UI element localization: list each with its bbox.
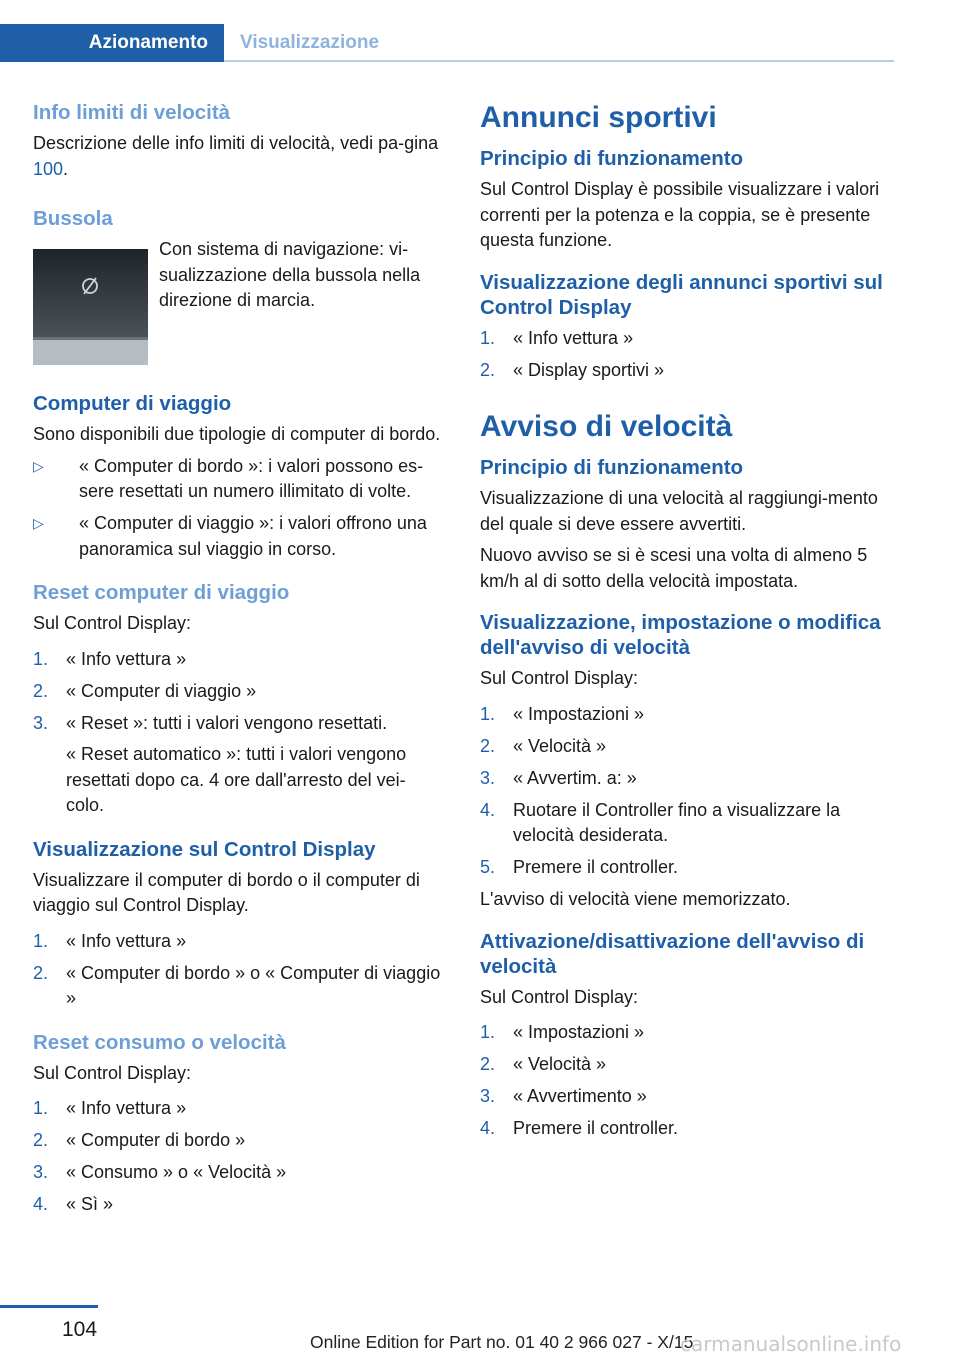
avviso-attivazione-heading: Attivazione/disattivazione dell'avviso di velocità (480, 929, 865, 978)
list-item (33, 647, 443, 673)
step-number: 2. (480, 735, 496, 756)
visualizzazione-cd-steps (33, 929, 443, 1012)
avviso-principio-text-1: Visualizzazione di una velocità al raggiungi-mento del quale si deve essere avvertiti. (480, 488, 878, 534)
list-item (480, 702, 892, 728)
step-text: « Computer di viaggio » (66, 680, 257, 701)
list-item (33, 1160, 443, 1186)
list-item (33, 1192, 443, 1218)
watermark: carmanualsonline.info (680, 1332, 902, 1356)
list-item (480, 734, 892, 760)
list-item (480, 766, 892, 792)
page-link-100[interactable]: 100 (33, 158, 64, 179)
bussola-block (33, 237, 443, 361)
list-item (480, 855, 892, 881)
step-text: « Impostazioni » (513, 703, 645, 724)
step-text: « Display sportivi » (513, 359, 665, 380)
step-number: 1. (480, 1022, 496, 1042)
step-text: « Avvertim. a: » (513, 767, 637, 788)
edition-text: Online Edition for Part no. 01 40 2 966 027 - X/15 (310, 1332, 694, 1352)
computer-viaggio-heading: Computer di viaggio (33, 392, 232, 415)
step-number: 3. (480, 1086, 496, 1106)
reset-computer-intro: Sul Control Display: (33, 613, 192, 633)
list-item (33, 454, 443, 505)
step-subtext: « Reset automatico »: tutti i valori vengono resettati dopo ca. 4 ore dall'arresto del vei-colo. (66, 744, 407, 815)
step-text: Ruotare il Controller fino a visualizzare la velocità desiderata. (513, 799, 841, 845)
right-column (480, 100, 892, 1148)
computer-viaggio-bullets (33, 454, 443, 563)
reset-computer-steps (33, 647, 443, 819)
step-text: « Velocità » (513, 735, 607, 756)
step-number: 1. (33, 1098, 49, 1118)
info-limiti-text-before: Descrizione delle info limiti di velocità, vedi pa-gina (33, 133, 439, 153)
list-item (33, 679, 443, 705)
step-number: 2. (480, 359, 496, 380)
step-text: « Reset »: tutti i valori vengono resettati. (66, 712, 388, 733)
avviso-principio-heading: Principio di funzionamento (480, 456, 744, 479)
step-number: 2. (480, 1054, 496, 1074)
visualizzazione-cd-intro: Visualizzare il computer di bordo o il computer di viaggio sul Control Display. (33, 869, 420, 915)
list-item (480, 1116, 892, 1142)
step-text: « Sì » (66, 1194, 114, 1214)
step-text: « Info vettura » (513, 327, 634, 348)
list-item (33, 1096, 443, 1122)
tab-azionamento[interactable]: Azionamento (0, 24, 224, 62)
avviso-velocita-heading: Avviso di velocità (480, 410, 733, 443)
page-number: 104 (62, 1318, 98, 1341)
annunci-steps (480, 326, 892, 384)
step-text: « Computer di bordo » (66, 1130, 246, 1150)
annunci-sportivi-heading: Annunci sportivi (480, 101, 717, 134)
step-text: « Consumo » o « Velocità » (66, 1162, 287, 1182)
step-number: 4. (480, 799, 496, 820)
left-column (33, 100, 443, 1224)
step-number: 2. (33, 680, 49, 701)
step-text: « Info vettura » (66, 930, 187, 951)
bussola-heading: Bussola (33, 207, 113, 230)
triangle-bullet-icon: ▷ (33, 515, 44, 531)
step-text: « Velocità » (513, 1054, 607, 1074)
step-number: 2. (33, 962, 49, 983)
list-item (33, 711, 443, 819)
avviso-impostazione-heading: Visualizzazione, impostazione o modifica dell'avviso di velocità (480, 611, 881, 659)
step-text: Premere il controller. (513, 857, 679, 877)
step-number: 1. (33, 930, 49, 951)
info-limiti-text-after: . (63, 158, 69, 179)
reset-consumo-intro: Sul Control Display: (33, 1062, 192, 1083)
avviso-attivazione-intro: Sul Control Display: (480, 986, 639, 1007)
info-limiti-text (33, 131, 443, 182)
step-number: 2. (33, 1130, 49, 1150)
step-number: 3. (480, 767, 496, 788)
tab-visualizzazione[interactable]: Visualizzazione (240, 32, 380, 53)
annunci-visualizzazione-heading: Visualizzazione degli annunci sportivi sul Control Display (480, 270, 883, 319)
list-item (480, 1052, 892, 1078)
header-divider (224, 60, 894, 62)
step-text: « Impostazioni » (513, 1022, 645, 1042)
list-item (33, 961, 443, 1012)
list-item (480, 1084, 892, 1110)
info-limiti-heading: Info limiti di velocità (33, 101, 231, 124)
list-item (480, 326, 892, 352)
step-text: « Avvertimento » (513, 1086, 647, 1106)
avviso-principio-text-2: Nuovo avviso se si è scesi una volta di almeno 5 km/h al di sotto della velocità impostata. (480, 545, 868, 591)
step-number: 4. (480, 1118, 496, 1138)
step-text: « Computer di bordo » o « Computer di viaggio » (66, 962, 441, 1008)
step-number: 3. (33, 1162, 49, 1182)
list-item (33, 1128, 443, 1154)
avviso-attivazione-steps (480, 1020, 892, 1142)
avviso-impostazione-steps (480, 702, 892, 881)
step-number: 1. (480, 703, 496, 724)
annunci-principio-heading: Principio di funzionamento (480, 147, 744, 170)
reset-consumo-steps (33, 1096, 443, 1218)
reset-consumo-heading: Reset consumo o velocità (33, 1030, 286, 1054)
reset-computer-heading: Reset computer di viaggio (33, 581, 290, 604)
list-item (480, 358, 892, 384)
bullet-text: « Computer di viaggio »: i valori offrono una panoramica sul viaggio in corso. (79, 513, 427, 559)
annunci-principio-text: Sul Control Display è possibile visualizzare i valori correnti per la potenza e la coppia, se è presente questa funzione. (480, 179, 880, 250)
avviso-impostazione-intro: Sul Control Display: (480, 668, 639, 688)
computer-viaggio-intro: Sono disponibili due tipologie di computer di bordo. (33, 424, 441, 444)
compass-off-icon (33, 249, 148, 365)
step-number: 5. (480, 857, 496, 877)
list-item (480, 1020, 892, 1046)
avviso-memorizzato-note: L'avviso di velocità viene memorizzato. (480, 889, 791, 909)
triangle-bullet-icon: ▷ (33, 457, 44, 474)
list-item (33, 511, 443, 562)
step-text: « Info vettura » (66, 1098, 187, 1118)
step-number: 1. (480, 327, 496, 348)
step-number: 4. (33, 1194, 49, 1214)
visualizzazione-cd-heading: Visualizzazione sul Control Display (33, 837, 376, 861)
step-text: Premere il controller. (513, 1118, 679, 1138)
step-number: 1. (33, 648, 49, 669)
bussola-text: Con sistema di navigazione: vi-sualizzazione della bussola nella direzione di marcia. (159, 239, 421, 310)
list-item (33, 929, 443, 955)
list-item (480, 798, 892, 849)
header-tabs (0, 24, 894, 62)
bullet-text: « Computer di bordo »: i valori possono es-sere resettati un numero illimitato di volte. (79, 455, 424, 501)
footer-divider (0, 1305, 98, 1308)
step-text: « Info vettura » (66, 648, 187, 669)
step-number: 3. (33, 712, 49, 733)
